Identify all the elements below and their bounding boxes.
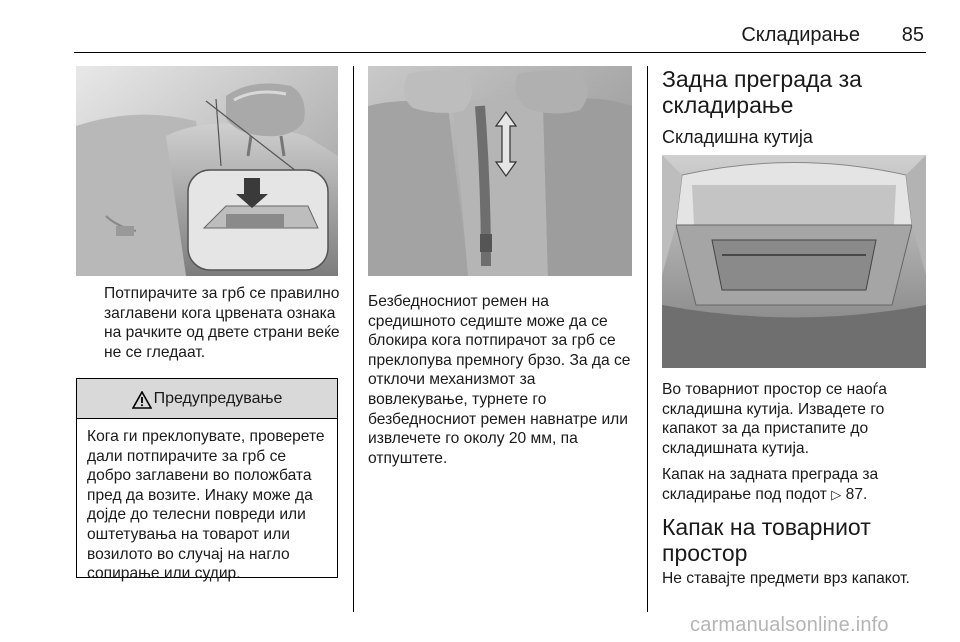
section-title-load-cover: Капак на товарниот простор — [662, 514, 871, 566]
caption-headrest: Потпирачите за грб се правилно заглавени кога црвената ознака на рачките од двете страни веќе не се гледаат. — [104, 285, 340, 361]
warning-title: Предупредување — [153, 389, 283, 407]
warning-header — [77, 379, 337, 419]
running-header-title: Складирање — [741, 24, 860, 46]
column-separator-left — [353, 66, 354, 612]
caption-seatbelt: Безбедносниот ремен на средишното седиште може да се блокира кога потпирачот за грб се преклопува премногу брзо. За да се отклочи механизмот за вовлекување, турнете го безбедносниот ремен навнатре или извлечете го околу 20 мм, па отпуштете. — [368, 293, 631, 467]
warning-triangle-icon — [132, 391, 152, 409]
page-reference-link[interactable]: 87. — [845, 485, 868, 503]
header-rule — [74, 52, 926, 53]
col3-text — [662, 380, 932, 512]
page-number: 85 — [901, 24, 924, 46]
watermark: carmanualsonline.info — [690, 614, 889, 636]
section-title-rear-storage: Задна преграда за складирање — [662, 66, 862, 118]
warning-box — [76, 378, 338, 583]
warning-body: Кога ги преклопувате, проверете дали потпирачите за грб се добро заглавени во положбата пред да возите. Инаку може да дојде до телесни повреди или оштетувања на товарот или возилото во случај на нагло сопирање или судир. — [87, 428, 325, 583]
page-reference-arrow-icon: ▷ — [831, 486, 842, 502]
subsection-title-storage-box: Складишна кутија — [662, 127, 813, 147]
figure-headrest-latch — [76, 66, 338, 276]
figure-center-seatbelt — [368, 66, 632, 276]
paragraph-floor-cover-ref — [662, 465, 932, 504]
paragraph-storage-box: Во товарниот простор се наоѓа складишна кутија. Извадете го капакот за да пристапите до складишната кутија. — [662, 381, 887, 457]
paragraph-load-cover: Не ставајте предмети врз капакот. — [662, 570, 910, 587]
column-separator-right — [647, 66, 648, 612]
figure-storage-box — [662, 155, 926, 368]
paragraph-floor-cover-text: Капак на задната преграда за складирање под подот — [662, 466, 879, 503]
